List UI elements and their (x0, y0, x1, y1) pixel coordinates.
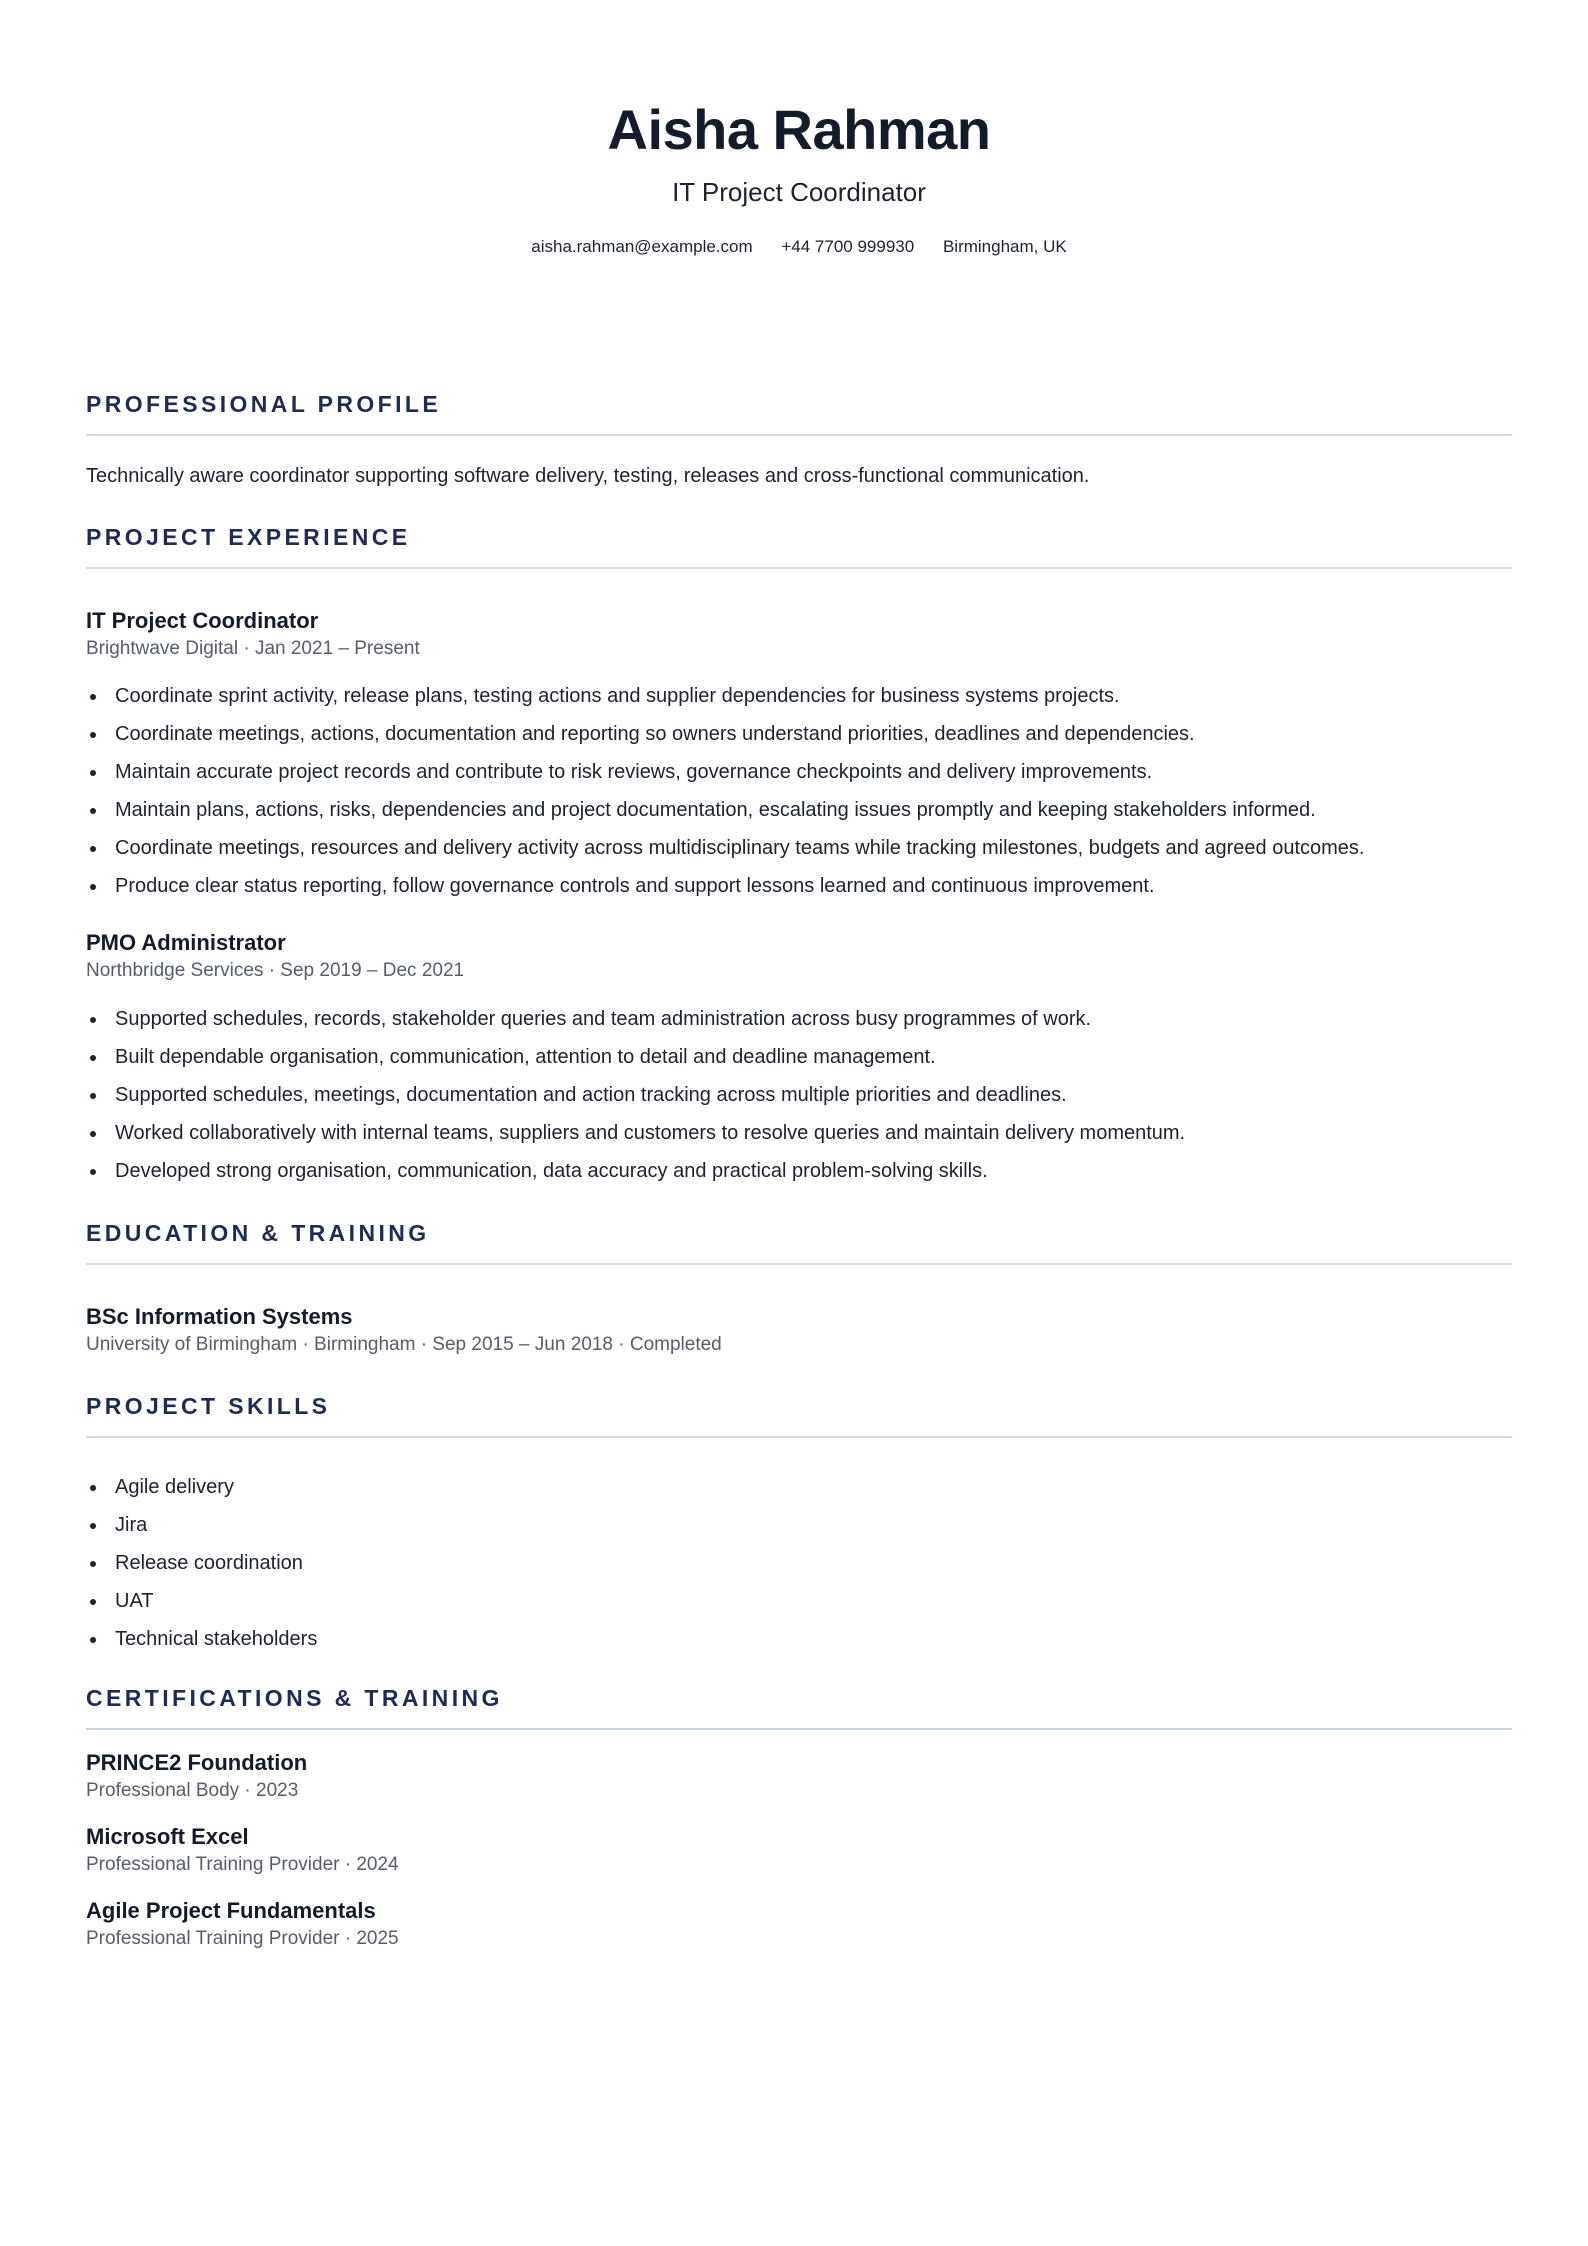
list-item: Coordinate sprint activity, release plans, testing actions and supplier dependencies for business systems projects. (86, 682, 1512, 720)
certification-title: Agile Project Fundamentals (86, 1898, 376, 1923)
contact-email[interactable]: aisha.rahman@example.com (531, 237, 753, 256)
profile-summary: Technically aware coordinator supporting software delivery, testing, releases and cross-functional communication. (86, 465, 1090, 487)
certification-entry (86, 1897, 1512, 1952)
job-entry (86, 929, 1512, 1195)
list-item: Developed strong organisation, communication, data accuracy and practical problem-solving skills. (86, 1157, 1512, 1195)
certification-meta: Professional Training Provider · 2024 (86, 1854, 399, 1875)
job-entry (86, 607, 1512, 910)
section-divider (86, 1263, 1512, 1265)
list-item: Release coordination (86, 1549, 1512, 1587)
list-item: Maintain accurate project records and contribute to risk reviews, governance checkpoints and delivery improvements. (86, 758, 1512, 796)
skills-entry (86, 1473, 1512, 1663)
candidate-role: IT Project Coordinator (672, 177, 926, 207)
list-item: Agile delivery (86, 1473, 1512, 1511)
certification-title: PRINCE2 Foundation (86, 1750, 308, 1775)
degree-meta: University of Birmingham · Birmingham · Sep 2015 – Jun 2018 · Completed (86, 1334, 722, 1355)
list-item: Supported schedules, records, stakeholder queries and team administration across busy programmes of work. (86, 1005, 1512, 1043)
section-experience (86, 523, 1512, 569)
degree-title: BSc Information Systems (86, 1304, 353, 1329)
job-meta: Northbridge Services · Sep 2019 – Dec 2021 (86, 960, 465, 981)
certification-entry (86, 1823, 1512, 1878)
certification-title: Microsoft Excel (86, 1824, 249, 1849)
job-bullets (86, 1005, 1512, 1195)
list-item: Maintain plans, actions, risks, dependencies and project documentation, escalating issues promptly and keeping stakeholders informed. (86, 796, 1512, 834)
job-bullets (86, 682, 1512, 910)
list-item: Coordinate meetings, actions, documentation and reporting so owners understand priorities, deadlines and dependencies. (86, 720, 1512, 758)
list-item: Jira (86, 1511, 1512, 1549)
list-item: Worked collaboratively with internal teams, suppliers and customers to resolve queries and maintain delivery momentum. (86, 1119, 1512, 1157)
list-item: Technical stakeholders (86, 1625, 1512, 1663)
list-item: Coordinate meetings, resources and delivery activity across multidisciplinary teams while tracking milestones, budgets and agreed outcomes. (86, 834, 1512, 872)
contact-phone[interactable]: +44 7700 999930 (781, 237, 915, 256)
list-item: Built dependable organisation, communication, attention to detail and deadline management. (86, 1043, 1512, 1081)
skills-list (86, 1473, 1512, 1663)
list-item: UAT (86, 1587, 1512, 1625)
section-divider (86, 567, 1512, 569)
job-title: IT Project Coordinator (86, 608, 319, 633)
section-profile (86, 390, 1512, 490)
section-title-certifications: CERTIFICATIONS & TRAINING (86, 1685, 503, 1711)
section-divider (86, 434, 1512, 436)
section-title-skills: PROJECT SKILLS (86, 1393, 331, 1419)
section-title-profile: PROFESSIONAL PROFILE (86, 391, 442, 417)
section-divider (86, 1436, 1512, 1438)
section-education (86, 1219, 1512, 1265)
certification-meta: Professional Training Provider · 2025 (86, 1928, 399, 1949)
certification-entry (86, 1749, 1512, 1804)
candidate-name: Aisha Rahman (607, 98, 991, 161)
section-skills (86, 1392, 1512, 1438)
section-title-experience: PROJECT EXPERIENCE (86, 524, 411, 550)
certification-meta: Professional Body · 2023 (86, 1780, 299, 1801)
contact-location: Birmingham, UK (942, 237, 1067, 256)
job-title: PMO Administrator (86, 930, 286, 955)
section-title-education: EDUCATION & TRAINING (86, 1220, 430, 1246)
resume-page (86, 0, 1512, 1949)
section-certifications (86, 1684, 1512, 1730)
job-meta: Brightwave Digital · Jan 2021 – Present (86, 638, 420, 659)
list-item: Produce clear status reporting, follow governance controls and support lessons learned and continuous improvement. (86, 872, 1512, 910)
resume-header (86, 0, 1512, 258)
list-item: Supported schedules, meetings, documentation and action tracking across multiple priorities and deadlines. (86, 1081, 1512, 1119)
contact-line (86, 236, 1512, 258)
education-entry (86, 1303, 1512, 1358)
section-divider (86, 1728, 1512, 1730)
